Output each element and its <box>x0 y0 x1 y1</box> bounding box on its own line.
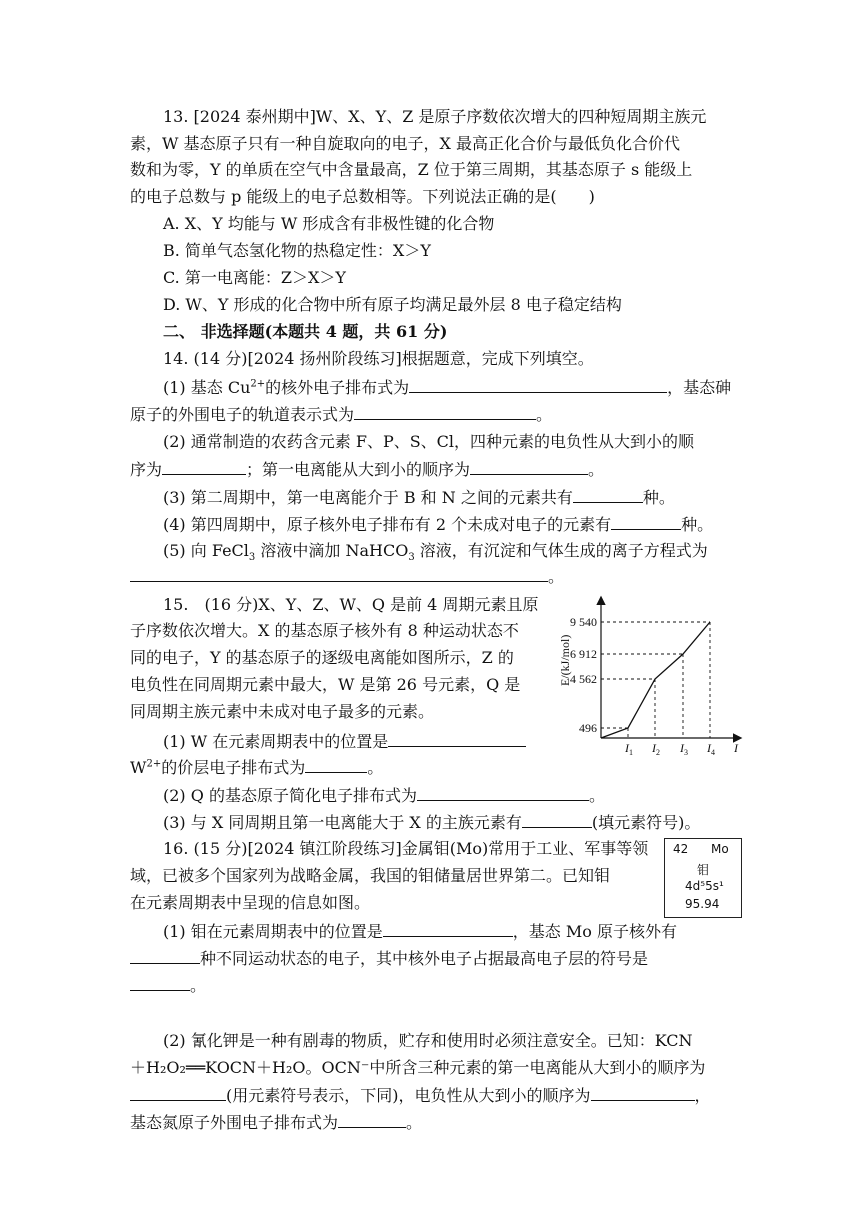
q16-part2-line1: (2) 氰化钾是一种有剧毒的物质，贮存和使用时必须注意安全。已知：KCN <box>163 1031 693 1050</box>
y-tick-label: 6 912 <box>570 647 597 661</box>
q13-option-d: D. W、Y 形成的化合物中所有原子均满足最外层 8 电子稳定结构 <box>163 295 622 314</box>
q15-part1-line1: (1) W 在元素周期表中的位置是 <box>163 731 526 752</box>
answer-blank[interactable] <box>591 1085 695 1101</box>
q13-option-a: A. X、Y 均能与 W 形成含有非极性键的化合物 <box>163 214 495 233</box>
q14-part2-line1: (2) 通常制造的农药含元素 F、P、S、Cl，四种元素的电负性从大到小的顺 <box>163 432 695 451</box>
y-tick-label: 496 <box>579 721 597 735</box>
q13-line-3: 数和为零，Y 的单质在空气中含量最高，Z 位于第三周期，其基态原子 s 能级上 <box>130 160 693 179</box>
q16-part2-line2: ＋H₂O₂══KOCN＋H₂O。OCN⁻中所含三种元素的第一电离能从大到小的顺序为 <box>130 1058 706 1077</box>
answer-blank[interactable] <box>130 948 200 964</box>
q13-option-c: C. 第一电离能：Z＞X＞Y <box>163 268 346 287</box>
answer-blank[interactable] <box>409 377 667 393</box>
q15-line-4: 电负性在同周期元素中最大，W 是第 26 号元素，Q 是 <box>130 675 521 694</box>
answer-blank[interactable] <box>470 459 588 475</box>
q16-part1-line1: (1) 钼在元素周期表中的位置是 ，基态 Mo 原子核外有 <box>163 922 677 941</box>
q14-part3: (3) 第二周期中，第一电离能介于 B 和 N 之间的元素共有 种。 <box>163 488 675 507</box>
element-card-molybdenum <box>664 838 742 918</box>
q13-line-4: 的电子总数与 p 能级上的电子总数相等。下列说法正确的是( ) <box>130 187 595 206</box>
answer-blank[interactable] <box>305 757 367 773</box>
section-heading: 二、 非选择题(本题共 4 题，共 61 分) <box>163 322 448 341</box>
x-tick-label: $I_2$ <box>652 741 660 757</box>
answer-blank[interactable] <box>383 921 513 937</box>
element-symbol: Mo <box>711 842 729 856</box>
q13-line-2: 素，W 基态原子只有一种自旋取向的电子，X 最高正化合价与最低负化合价代 <box>130 134 681 153</box>
q15-line-1: 15. (16 分)X、Y、Z、W、Q 是前 4 周期元素且原 <box>163 595 539 614</box>
answer-blank[interactable] <box>522 812 592 828</box>
y-tick-label: 9 540 <box>570 615 597 629</box>
q16-part1-line2: 种不同运动状态的电子，其中核外电子占据最高电子层的符号是 <box>130 948 648 969</box>
q14-part5-line1: (5) 向 FeCl$_3$ 溶液中滴加 NaHCO$_3$ 溶液，有沉淀和气体生成的离子方程式为 <box>163 541 708 564</box>
answer-blank[interactable] <box>130 566 548 582</box>
answer-blank[interactable] <box>573 487 643 503</box>
q14-part1-line1: (1) 基态 $Cu^{2+}$的核外电子排布式为 ，基态砷 <box>163 378 732 397</box>
y-axis-label: E/(kJ/mol) <box>558 634 572 686</box>
q15-line-2: 子序数依次增大。X 的基态原子核外有 8 种运动状态不 <box>130 621 519 640</box>
q16-part2-line4: 基态氮原子外围电子排布式为 。 <box>130 1113 423 1132</box>
q15-line-3: 同的电子，Y 的基态原子的逐级电离能如图所示，Z 的 <box>130 648 514 667</box>
q15-part1-line2: $W^{2+}$的价层电子排布式为 。 <box>130 758 384 777</box>
q16-line-2: 域，已被多个国家列为战略金属，我国的钼储量居世界第二。已知钼 <box>130 866 611 885</box>
answer-blank[interactable] <box>611 514 681 530</box>
q15-line-5: 同周期主族元素中未成对电子最多的元素。 <box>130 702 435 721</box>
atomic-number: 42 <box>673 842 689 856</box>
q15-part3: (3) 与 X 同周期且第一电离能大于 X 的主族元素有 (填元素符号)。 <box>163 813 701 832</box>
electron-config: 4d⁵5s¹ <box>685 879 724 893</box>
series-line <box>601 622 710 738</box>
answer-blank[interactable] <box>338 1112 406 1128</box>
q13-line-1: 13. [2024 泰州期中]W、X、Y、Z 是原子序数依次增大的四种短周期主族元 <box>163 107 707 126</box>
element-name: 钼 <box>697 863 710 877</box>
q14-part5-line2: 。 <box>130 566 564 587</box>
y-tick-label: 4 562 <box>570 672 597 686</box>
q14-part4: (4) 第四周期中，原子核外电子排布有 2 个未成对电子的元素有 种。 <box>163 515 714 534</box>
answer-blank[interactable] <box>130 975 190 991</box>
q14-intro: 14. (14 分)[2024 扬州阶段练习]根据题意，完成下列填空。 <box>163 349 594 368</box>
answer-blank[interactable] <box>354 404 536 420</box>
q15-part2: (2) Q 的基态原子简化电子排布式为 。 <box>163 786 605 805</box>
q16-part2-line3: (用元素符号表示，下同)，电负性从大到小的顺序为 ， <box>130 1085 711 1106</box>
q16-part1-line3: 。 <box>130 975 206 996</box>
q16-line-1: 16. (15 分)[2024 镇江阶段练习]金属钼(Mo)常用于工业、军事等领 <box>163 839 649 858</box>
x-tick-label: $I_3$ <box>680 741 688 757</box>
q14-part2-line2: 序为 ；第一电离能从大到小的顺序为 。 <box>130 460 605 479</box>
x-tick-label: $I_4$ <box>707 741 715 757</box>
q13-option-b: B. 简单气态氢化物的热稳定性：X＞Y <box>163 241 431 260</box>
answer-blank[interactable] <box>388 731 526 747</box>
q14-part1-line2: 原子的外围电子的轨道表示式为 。 <box>130 405 553 424</box>
q16-line-3: 在元素周期表中呈现的信息如图。 <box>130 893 371 912</box>
answer-blank[interactable] <box>162 459 246 475</box>
x-axis-label: I <box>734 741 738 755</box>
answer-blank[interactable] <box>417 785 589 801</box>
x-tick-label: $I_1$ <box>625 741 633 757</box>
ionization-energy-chart <box>548 590 748 760</box>
answer-blank[interactable] <box>130 1085 226 1101</box>
atomic-mass: 95.94 <box>685 897 720 911</box>
